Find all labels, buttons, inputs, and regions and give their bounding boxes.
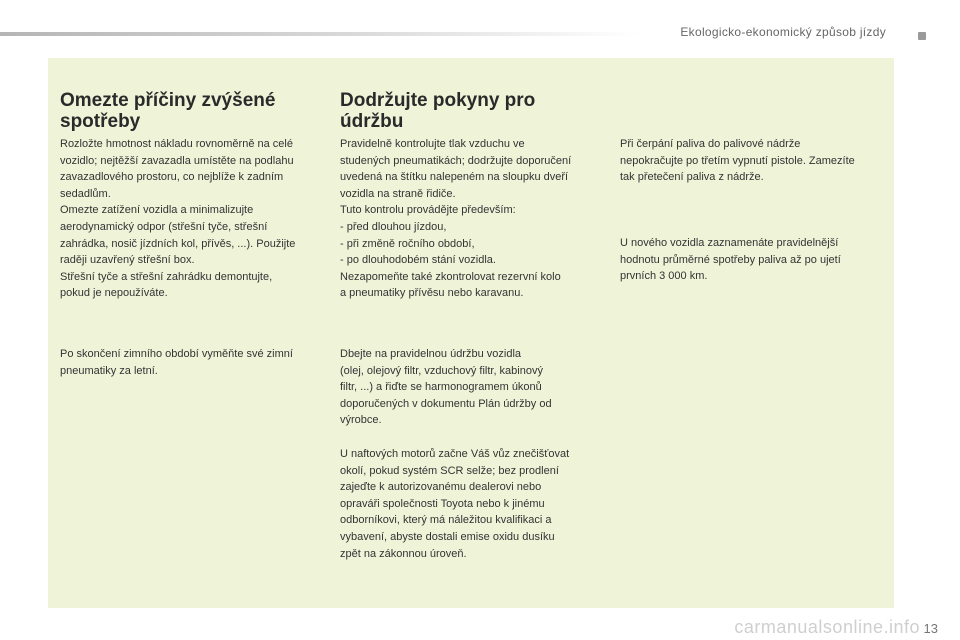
middle-heading: Dodržujte pokyny pro údržbu xyxy=(340,90,536,132)
middle-column-maintenance xyxy=(340,346,610,429)
middle-paragraph-scr: U naftových motorů začne Váš vůz znečišťovat okolí, pokud systém SCR selže; bez prodlení zajeďte k autorizovanému dealerovi nebo opraváři společnosti Toyota nebo k jinému odborníkovi, který má náležitou kvalifikaci a vybavení, abyste dostali emise oxidu dusíku zpět na zákonnou úroveň. xyxy=(340,448,570,560)
left-heading: Omezte příčiny zvýšené spotřeby xyxy=(60,90,276,132)
middle-paragraph-maintenance: Dbejte na pravidelnou údržbu vozidla (olej, olejový filtr, vzduchový filtr, kabinový filtr, ...) a řiďte se harmonogramem úkonů doporučených v dokumentu Plán údržby od výrobce. xyxy=(340,348,552,427)
left-paragraph-tires: Po skončení zimního období vyměňte své zimní pneumatiky za letní. xyxy=(60,348,293,377)
left-column-body xyxy=(60,136,330,302)
right-column-new-vehicle xyxy=(620,235,890,285)
middle-column xyxy=(340,90,610,132)
right-column-refuel xyxy=(620,136,890,186)
middle-column-body xyxy=(340,136,610,302)
left-column xyxy=(60,90,330,132)
header-rule xyxy=(0,32,640,36)
page-number: 13 xyxy=(923,621,938,636)
left-paragraph-load: Rozložte hmotnost nákladu rovnoměrně na celé vozidlo; nejtěžší zavazadla umístěte na podlahu zavazadlového prostoru, co nejblíže k zadním sedadlům. Omezte zatížení vozidla a minimalizujte aerodynamický odpor (střešní tyče, střešní zahrádka, nosič jízdních kol, přívěs, ...). Použijte raději uzavřený střešní box. Střešní tyče a střešní zahrádku demontujte, pokud je nepoužíváte. xyxy=(60,138,296,300)
right-paragraph-new-vehicle: U nového vozidla zaznamenáte pravidelnější hodnotu průměrné spotřeby paliva až po ujetí prvních 3 000 km. xyxy=(620,237,841,283)
left-column-tires xyxy=(60,346,330,379)
middle-column-scr xyxy=(340,446,610,562)
right-paragraph-refuel: Při čerpání paliva do palivové nádrže nepokračujte po třetím vypnutí pistole. Zamezíte tak přetečení paliva z nádrže. xyxy=(620,138,855,184)
corner-marker-icon xyxy=(918,32,926,40)
middle-paragraph-tire-pressure: Pravidelně kontrolujte tlak vzduchu ve studených pneumatikách; dodržujte doporučení uvedená na štítku nalepeném na sloupku dveří vozidla na straně řidiče. Tuto kontrolu provádějte především: - před dlouhou jízdou, - při změně ročního období, - po dlouhodobém stání vozidla. Nezapomeňte také zkontrolovat rezervní kolo a pneumatiky přívěsu nebo karavanu. xyxy=(340,138,572,300)
chapter-title: Ekologicko-ekonomický způsob jízdy xyxy=(680,25,886,39)
watermark: carmanualsonline.info xyxy=(734,617,920,637)
